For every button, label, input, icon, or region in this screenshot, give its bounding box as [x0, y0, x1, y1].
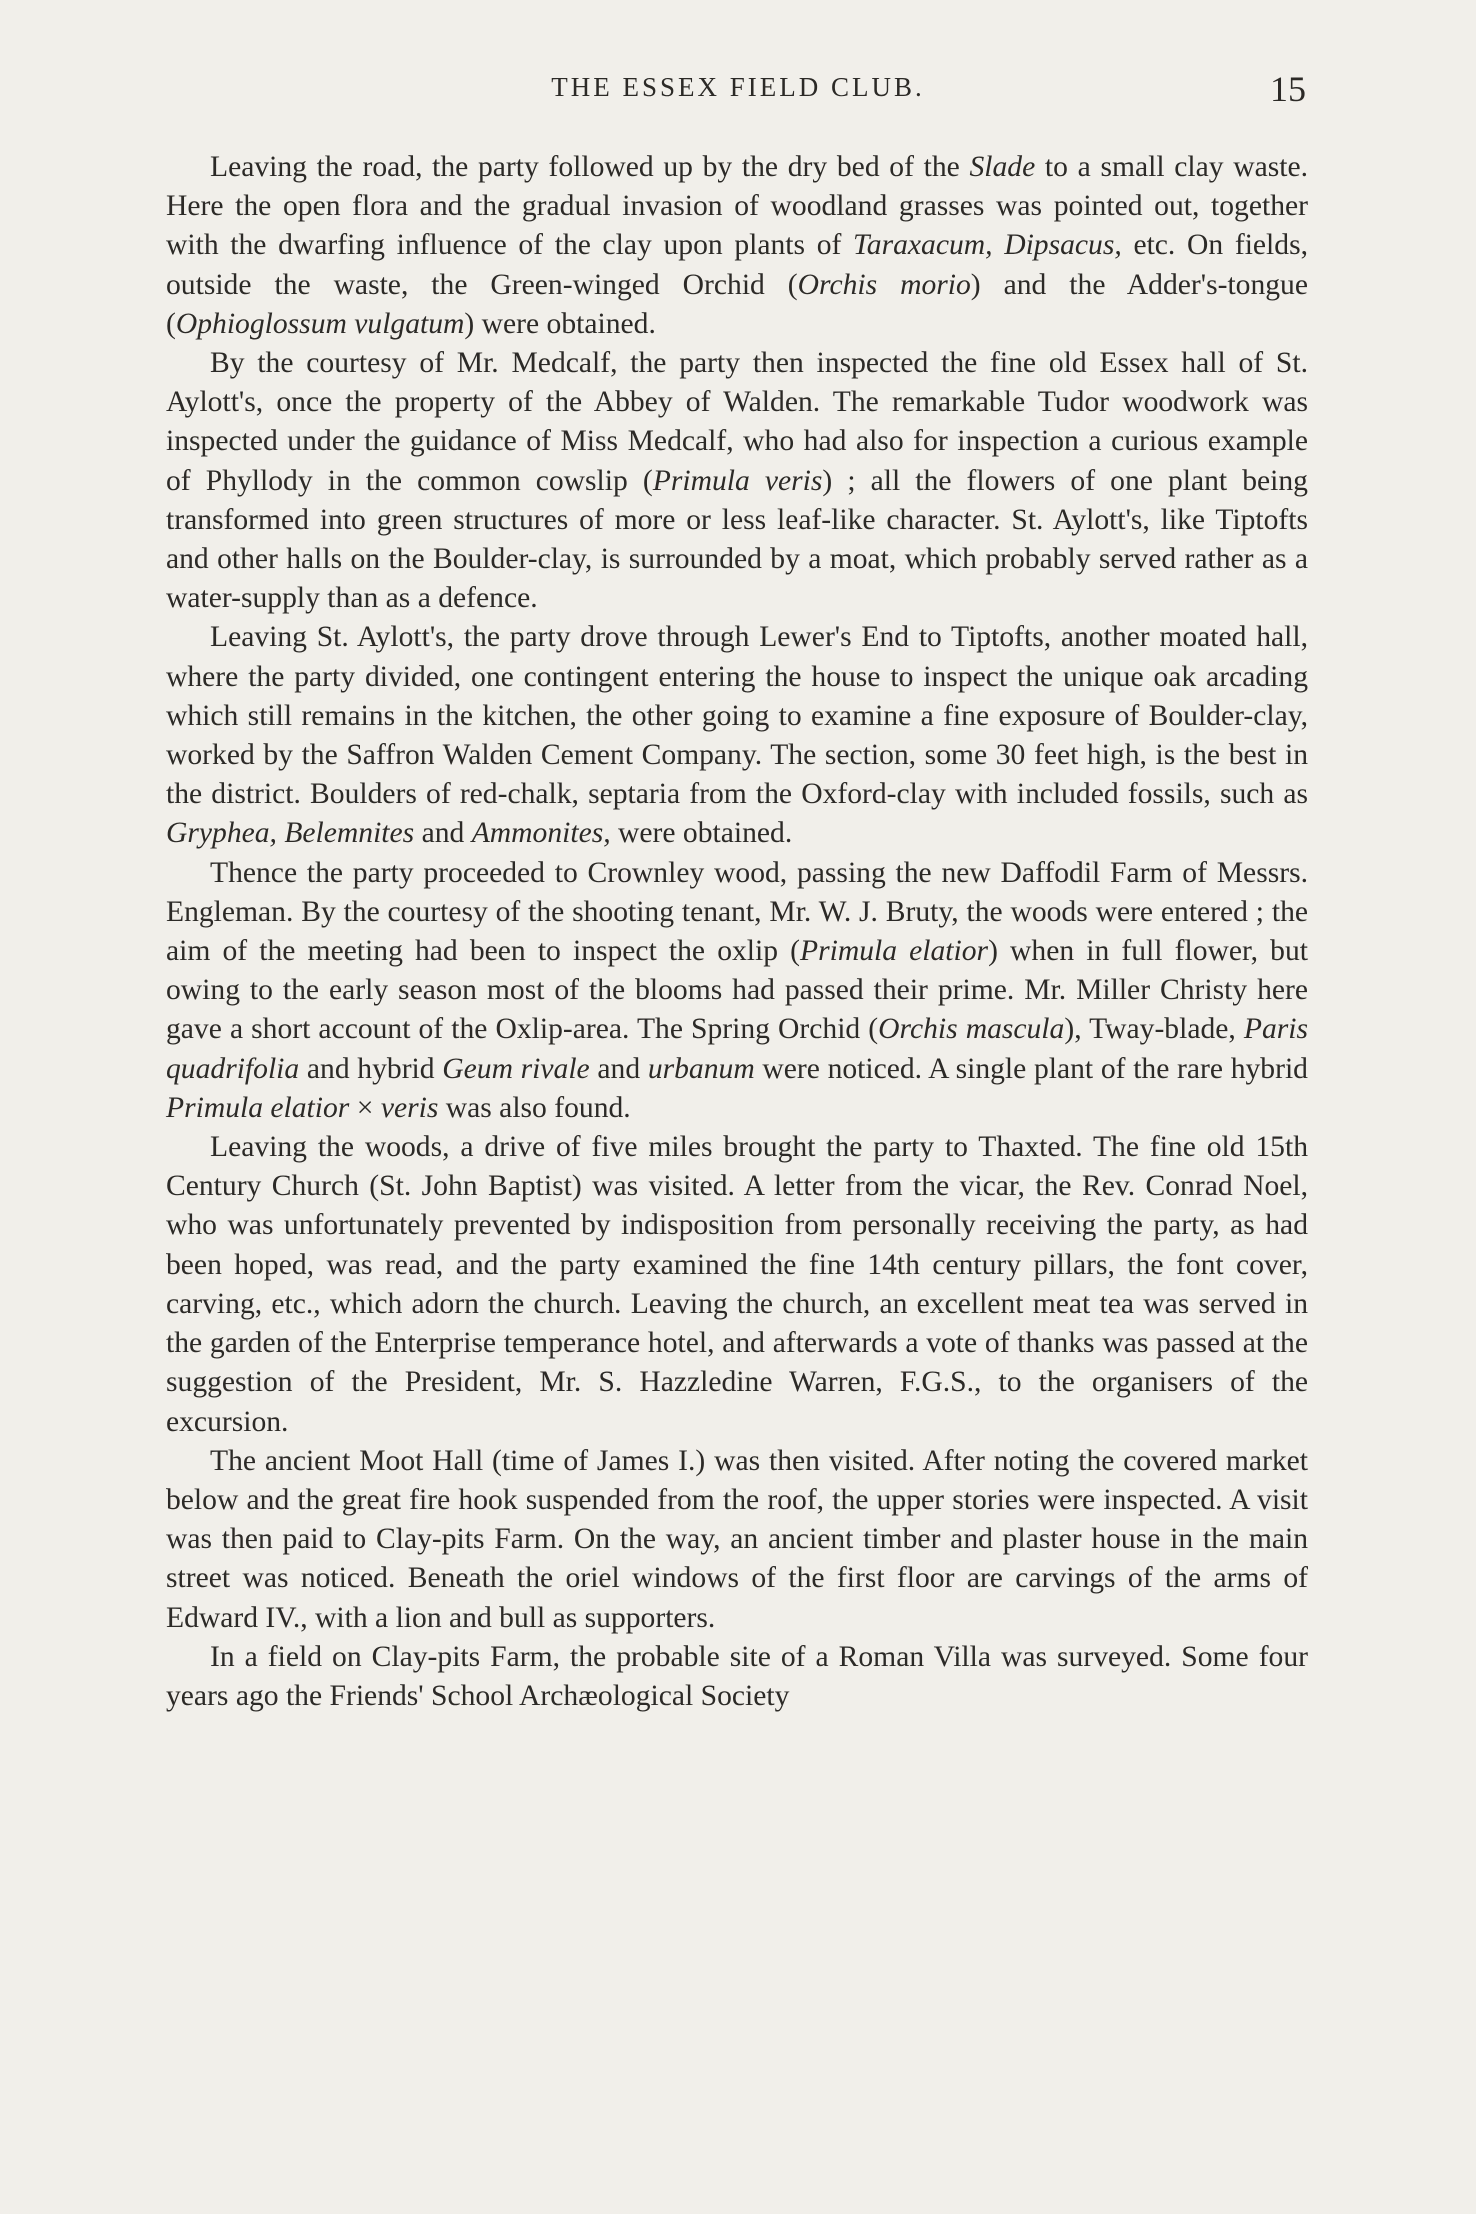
italic-text-run: Orchis mascula [878, 1013, 1065, 1046]
text-run: and hybrid [299, 1052, 443, 1085]
italic-text-run: Slade [969, 151, 1036, 183]
text-run: The ancient Moot Hall (time of James I.) was then visited. After noting the covered market below and the great fire hook suspended from the roof, the upper stories were inspected. A visit was then paid to Clay-pits Farm. On the way, an ancient timber and plaster house in the main street was noticed. Beneath the oriel windows of the first floor are carvings of the arms of Edward IV., with a lion and bull as supporters. [166, 1444, 1308, 1634]
text-run: Thence the party proceeded to Crownley wood, passing the new Daffodil Farm of Messrs. Engleman. By the courtesy of the shooting tenant, Mr. W. J. Bruty, the woods were entered ; the aim of the meeting had been to inspect the oxlip ( [166, 856, 1308, 968]
italic-text-run: Geum rivale [442, 1052, 590, 1085]
text-run: In a field on Clay-pits Farm, the probable site of a Roman Villa was surveyed. Some four years ago the Friends' School Archæological Society [166, 1640, 1308, 1712]
paragraph [166, 148, 1308, 344]
paragraph [166, 854, 1308, 1128]
text-run: ), Tway-blade, [1064, 1013, 1244, 1046]
text-run: Leaving the woods, a drive of five miles brought the party to Thaxted. The fine old 15th Century Church (St. John Baptist) was visited. A letter from the vicar, the Rev. Conrad Noel, who was unfortunately prevented by indisposition from personally receiving the party, as had been hoped, was read, and the party examined the fine 14th century pillars, the font cover, carving, etc., which adorn the church. Leaving the church, an excellent meat tea was served in the garden of the Enterprise temperance hotel, and afterwards a vote of thanks was passed at the suggestion of the President, Mr. S. Hazzledine Warren, F.G.S., to the organisers of the excursion. [166, 1131, 1308, 1438]
body-text [166, 148, 1308, 1716]
italic-text-run: Primula elatior [166, 1091, 350, 1124]
italic-text-run: urbanum [647, 1052, 755, 1085]
running-head [0, 68, 1476, 108]
paragraph [166, 618, 1308, 853]
text-run: ) and the Adder's-tongue ( [166, 268, 1308, 340]
paragraph [166, 1638, 1308, 1716]
italic-text-run: Orchis morio [797, 268, 971, 301]
text-run: Leaving St. Aylott's, the party drove through Lewer's End to Tiptofts, another moated hall, where the party divided, one contingent entering the house to inspect the unique oak arcading which still remains in the kitchen, the other going to examine a fine exposure of Boulder-clay, worked by the Saffron Walden Cement Company. The section, some 30 feet high, is the best in the district. Boulders of red-chalk, septaria from the Oxford-clay with included fossils, such as [166, 621, 1308, 811]
italic-text-run: veris [380, 1091, 439, 1124]
text-run: were obtained. [610, 817, 793, 850]
italic-text-run: Paris quadrifolia [166, 1013, 1309, 1085]
text-run: ) ; all the flowers of one plant being transformed into green structures of more or less leaf-like character. St. Aylott's, like Tiptofts and other halls on the Boulder-clay, is surrounded by a moat, which probably served rather as a water-supply than as a defence. [166, 464, 1308, 615]
text-run: were noticed. A single plant of the rare hybrid [754, 1052, 1308, 1085]
text-run: etc. On fields, outside the waste, the Green-winged Orchid ( [166, 229, 1308, 301]
italic-text-run: Ammonites, [471, 817, 611, 850]
italic-text-run: Ophioglossum vulgatum [175, 307, 465, 340]
text-run: ) were obtained. [464, 307, 656, 340]
text-run: ) when in full flower, but owing to the early season most of the blooms had passed their prime. Mr. Miller Christy here gave a short account of the Oxlip-area. The Spring Orchid ( [166, 935, 1309, 1046]
italic-text-run: Taraxacum, Dipsacus, [853, 229, 1122, 262]
italic-text-run: Primula veris [652, 464, 823, 497]
running-title: THE ESSEX FIELD CLUB. [551, 72, 925, 102]
italic-text-run: Primula elatior [800, 935, 989, 968]
paragraph [166, 1442, 1308, 1638]
paragraph [166, 1128, 1308, 1442]
page-number: 15 [1270, 69, 1306, 109]
text-run: to a small clay waste. Here the open flora and the gradual invasion of woodland grasses was pointed out, together with the dwarfing influence of the clay upon plants of [166, 151, 1308, 262]
text-run: By the courtesy of Mr. Medcalf, the party then inspected the fine old Essex hall of St. Aylott's, once the property of the Abbey of Walden. The remarkable Tudor woodwork was inspected under the guidance of Miss Medcalf, who had also for inspection a curious example of Phyllody in the common cowslip ( [166, 347, 1308, 497]
italic-text-run: Gryphea, Belemnites [166, 817, 415, 850]
text-run: Leaving the road, the party followed up by the dry bed of the [210, 151, 970, 183]
text-run: and [414, 817, 472, 850]
text-run: and [589, 1052, 648, 1085]
paragraph [166, 344, 1308, 618]
text-run: was also found. [438, 1091, 631, 1124]
text-run: × [349, 1091, 381, 1124]
